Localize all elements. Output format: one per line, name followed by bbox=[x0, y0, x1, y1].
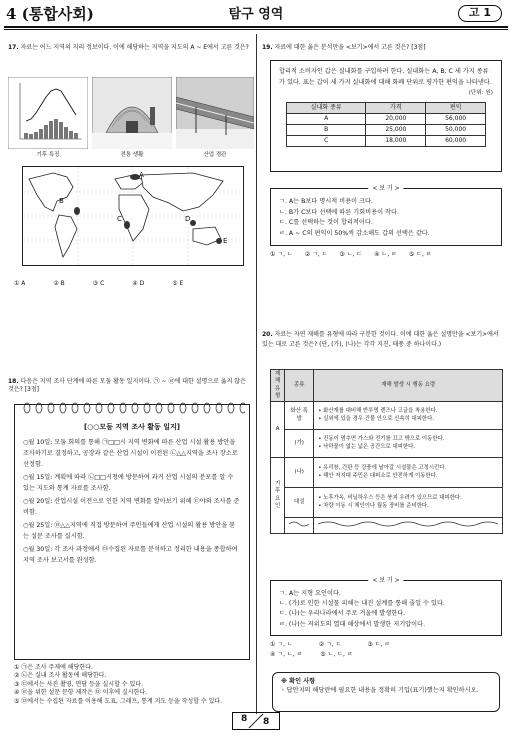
question-20-text: 자료는 자연 재해를 유형에 따라 구분한 것이다. 이에 대한 옳은 설명만을 <보기>에서 있는 대로 고른 것은? (단, (가), (나)는 각각 지진, 태풍 중 하나이다.) bbox=[262, 331, 499, 348]
caption-traditional: 전통 생활 bbox=[120, 152, 144, 159]
table-row bbox=[287, 113, 486, 124]
q20-bogi-4: ㄹ. (나)는 저위도의 열대 해상에서 발생한 저기압이다. bbox=[279, 620, 426, 628]
question-20 bbox=[262, 330, 506, 349]
q20-guide-snow: • 노후가옥, 비닐하우스 등은 붕괴 우려가 있으므로 대피한다. • 차량 이동 시 체인이나 월동 장비를 준비한다. bbox=[314, 488, 503, 518]
spiral-binding-icon bbox=[21, 401, 245, 415]
wave-icon bbox=[289, 520, 309, 528]
industrial-landscape-image bbox=[176, 77, 254, 157]
q19-bogi-4: ㄹ. A ~ C의 편익이 50%씩 감소해도 갑의 선택은 같다. bbox=[279, 229, 430, 237]
column-divider bbox=[256, 34, 257, 714]
question-19-text: 자료에 대한 옳은 분석만을 <보기>에서 고른 것은? [3점] bbox=[274, 44, 426, 51]
q18-choice-5[interactable]: ⑤ ㉤에서는 수집된 자료를 이용해 도표, 그래프, 통계 지도 등을 작성할 수 있다. bbox=[14, 697, 223, 705]
map-label-a: A bbox=[139, 171, 144, 179]
q20-kind-snow: 대설 bbox=[285, 488, 314, 518]
q17-choice-1[interactable]: ① A bbox=[14, 280, 26, 287]
q20-choice-4[interactable]: ④ ㄱ, ㄴ, ㄹ bbox=[270, 650, 303, 658]
q20-guide-na: • 유리창, 간판 등 강풍에 날아갈 시설물은 고정시킨다. • 해안 저지대 주민은 대피소로 안전하게 이동한다. bbox=[314, 458, 503, 488]
q18-choice-1[interactable]: ① ㉠은 조사 주제에 해당한다. bbox=[14, 664, 93, 671]
question-18 bbox=[8, 378, 252, 394]
q19-bogi-1: ㄱ. A는 B보다 명시적 비용이 크다. bbox=[279, 198, 373, 205]
q20-choice-5[interactable]: ⑤ ㄴ, ㄷ, ㄹ bbox=[320, 650, 353, 658]
table-cell bbox=[285, 518, 314, 534]
question-20-number: 20. bbox=[262, 331, 273, 338]
table-row bbox=[271, 488, 503, 518]
world-map bbox=[22, 166, 244, 266]
log-entry-3: ○월 20일: 산업시설 이전으로 인한 지역 변화를 알아보기 위해 ㉢야외 조사를 준비함. bbox=[23, 498, 240, 516]
q19-choice-2[interactable]: ② ㄱ, ㄷ bbox=[304, 251, 328, 258]
q18-choices bbox=[14, 664, 252, 706]
q17-choice-3[interactable]: ③ C bbox=[92, 280, 105, 287]
table-cell: A bbox=[287, 113, 366, 124]
section-title: 탐구 영역 bbox=[228, 7, 284, 22]
q19-choice-3[interactable]: ③ ㄴ, ㄷ bbox=[339, 251, 363, 258]
q20-kind-na: (나) bbox=[285, 458, 314, 488]
q20-type-climate: 기후 요인 bbox=[271, 458, 285, 534]
map-label-c: C bbox=[117, 215, 122, 223]
table-cell: B bbox=[287, 124, 366, 135]
caption-industrial: 산업 경관 bbox=[203, 152, 227, 159]
notice-text: ◦ 답안지의 해당란에 필요한 내용을 정확히 기입(표기)했는지 확인하시오. bbox=[281, 687, 479, 695]
q20-choices bbox=[270, 640, 502, 659]
q19-choices bbox=[270, 251, 432, 259]
table-row bbox=[271, 430, 503, 458]
notice-title: ※ 확인 사항 bbox=[281, 678, 316, 685]
log-title: [○○모둠 지역 조사 활동 일지] bbox=[84, 423, 180, 431]
subject-header: 4 (통합사회) bbox=[6, 5, 94, 23]
table-row bbox=[287, 135, 486, 146]
map-label-e: E bbox=[223, 237, 228, 245]
table-row bbox=[271, 458, 503, 488]
q20-bogi-title: < 보 기 > bbox=[368, 576, 403, 586]
q20-bogi-2: ㄴ. (가)로 인한 시설물 피해는 내진 설계를 통해 줄일 수 있다. bbox=[279, 600, 445, 608]
q19-choice-4[interactable]: ④ ㄴ, ㄹ bbox=[374, 251, 397, 258]
table-cell: 56,000 bbox=[426, 113, 486, 124]
q20-kind-volcano: 화산 폭발 bbox=[285, 402, 314, 430]
q19-bogi-title: < 보 기 > bbox=[368, 184, 403, 194]
q20-header-guide: 재해 발생 시 행동 요령 bbox=[314, 370, 503, 402]
table-row bbox=[287, 124, 486, 135]
log-entry-1: ○월 10일: 모둠 회의를 통해 ㉠□□시 지역 변화에 따른 산업 시설 활용 방안을 조사하기로 결정하고, 공장과 같은 산업 시설이 이전된 ㉡△△지역을 조사 장소로 선정함. bbox=[23, 439, 238, 468]
map-label-d: D bbox=[185, 215, 191, 223]
question-17 bbox=[8, 44, 252, 52]
table-cell: 25,000 bbox=[366, 124, 426, 135]
header-rule bbox=[4, 26, 508, 30]
q19-choice-1[interactable]: ① ㄱ, ㄴ bbox=[270, 251, 293, 258]
q17-choice-4[interactable]: ④ D bbox=[132, 280, 145, 287]
table-cell: C bbox=[287, 135, 366, 146]
q20-bogi-box bbox=[270, 577, 502, 636]
table-cell: 20,000 bbox=[366, 113, 426, 124]
q19-material-box bbox=[270, 60, 502, 172]
q20-type-a: A bbox=[271, 402, 285, 458]
question-19-number: 19. bbox=[262, 44, 273, 51]
q19-header-price: 가격 bbox=[366, 102, 426, 113]
q17-choice-5[interactable]: ⑤ E bbox=[172, 280, 184, 287]
q20-bogi-3: ㄷ. (나)는 우리나라에서 주로 겨울에 발생한다. bbox=[279, 610, 406, 618]
climate-graph-image bbox=[8, 77, 88, 157]
log-entry-2: ○월 15일: 계획에 따라 ㉡□□시청에 방문하여 과거 산업 시설의 분포를 알 수 있는 지도와 통계 자료를 조사함. bbox=[23, 474, 234, 492]
table-cell: 50,000 bbox=[426, 124, 486, 135]
table-cell: 18,000 bbox=[366, 135, 426, 146]
q20-guide-ga: • 진동이 멈추면 가스와 전기를 끄고 밖으로 이동한다. • 낙하물이 없는 넓은 공간으로 대피한다. bbox=[314, 430, 503, 458]
q19-header-benefit: 편익 bbox=[426, 102, 486, 113]
page-current: 8 bbox=[241, 714, 248, 724]
table-cell bbox=[314, 518, 503, 534]
q19-table bbox=[286, 102, 486, 147]
grade-badge: 고 1 bbox=[458, 5, 502, 22]
table-row bbox=[271, 518, 503, 534]
q17-choice-2[interactable]: ② B bbox=[53, 280, 65, 287]
q20-table bbox=[270, 369, 503, 534]
q18-choice-2[interactable]: ② ㉡은 실내 조사 활동에 해당한다. bbox=[14, 672, 107, 680]
q19-intro: 합리적 소비자인 갑은 실내화를 구입하려 한다. 실내화는 A, B, C 세 가지 종류가 있다. 표는 갑이 세 가지 실내화에 대해 화폐 단위로 평가한 편익을 나타낸다. bbox=[279, 68, 492, 86]
q20-bogi-1: ㄱ. A는 지형 요인이다. bbox=[279, 590, 341, 597]
q19-bogi-box bbox=[270, 185, 502, 246]
traditional-life-image bbox=[92, 77, 172, 157]
log-entry-4: ○월 25일: ㉣△△지역에 직접 방문하여 주민들에게 산업 시설의 활용 방안을 묻는 설문 조사를 실시함. bbox=[23, 522, 236, 540]
q19-header-type: 실내화 종류 bbox=[287, 102, 366, 113]
log-entry-5: ○월 30일: 각 조사 과정에서 ㉤수집된 자료를 분석하고 정리한 내용을 종합하여 지역 조사 보고서를 완성함. bbox=[23, 546, 238, 564]
caption-climate: 기후 특징 bbox=[36, 152, 60, 159]
q19-bogi-2: ㄴ. B가 C보다 선택에 따른 기회비용이 작다. bbox=[279, 208, 399, 216]
q20-choice-1[interactable]: ① ㄱ, ㄴ bbox=[270, 641, 293, 648]
q17-choices bbox=[14, 280, 183, 288]
table-row bbox=[271, 402, 503, 430]
page-total: 8 bbox=[263, 717, 270, 727]
map-label-b: B bbox=[59, 197, 64, 205]
q19-unit: (단위: 원) bbox=[468, 90, 493, 97]
question-18-text: 다음은 지역 조사 단계에 따른 모둠 활동 일지이다. ㉠ ~ ㉣에 대한 설명으로 옳지 않은 것은? [3점] bbox=[8, 378, 246, 394]
question-17-text: 자료는 어느 지역의 지리 정보이다. 이에 해당하는 지역을 지도의 A ~ E에서 고른 것은? bbox=[20, 44, 249, 51]
table-cell: 60,000 bbox=[426, 135, 486, 146]
question-18-number: 18. bbox=[8, 378, 19, 385]
q19-choice-5[interactable]: ⑤ ㄷ, ㄹ bbox=[408, 251, 432, 258]
question-19 bbox=[262, 44, 506, 52]
q20-header-kind: 종류 bbox=[285, 370, 314, 402]
page-number bbox=[232, 712, 280, 730]
wave-icon bbox=[318, 520, 498, 528]
q20-choice-2[interactable]: ② ㄱ, ㄷ bbox=[318, 641, 342, 648]
q20-choice-3[interactable]: ③ ㄷ, ㄹ bbox=[367, 641, 391, 648]
q20-kind-ga: (가) bbox=[285, 430, 314, 458]
question-17-number: 17. bbox=[8, 44, 19, 51]
q18-choice-3[interactable]: ③ ㉢에서는 사진 촬영, 면담 등을 실시할 수 있다. bbox=[14, 680, 143, 688]
q19-bogi-3: ㄷ. C를 선택하는 것이 합리적이다. bbox=[279, 219, 373, 227]
activity-log bbox=[14, 404, 250, 660]
q18-choice-4[interactable]: ④ ㉣을 위한 설문 문항 제작은 ㉤ 이후에 실시한다. bbox=[14, 689, 148, 697]
notice-box bbox=[272, 672, 500, 712]
q20-header-type: 재해 유형 bbox=[271, 370, 285, 402]
q20-guide-volcano: • 화산재를 대비해 반투명 렌즈나 고글을 착용한다. • 실외에 있을 경우 건물 안으로 신속히 대피한다. bbox=[314, 402, 503, 430]
